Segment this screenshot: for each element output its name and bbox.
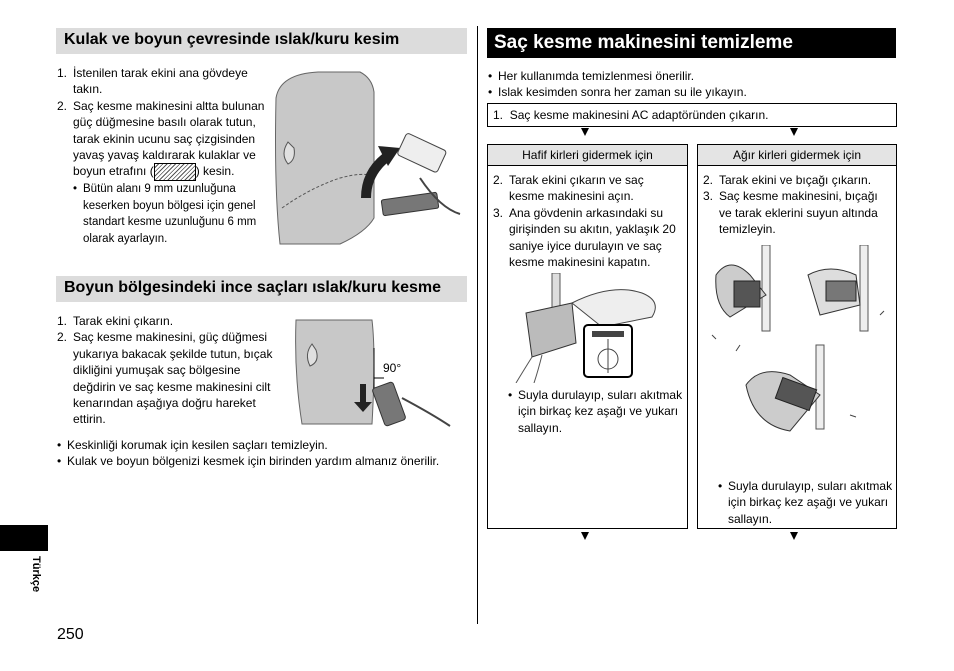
ear-trim-illustration [270, 68, 466, 248]
step-item: 1. Tarak ekini çıkarın. [57, 314, 174, 328]
step-item: 2. Saç kesme makinesini, güç düğmesi yukarıya bakacak şekilde tutun, bıçak dikliğini yumuşak saç bölgesine değdirin ve saç kesme makinesini cilt kenarından aşağıya doğru hareket ettirin. [57, 330, 273, 427]
section-heading-neck-fine-hair: Boyun bölgesindeki ince saçları ıslak/kuru kesme [56, 276, 467, 302]
language-label: Türkçe [30, 556, 42, 593]
angle-label: 90° [383, 361, 402, 375]
column-divider [477, 26, 478, 624]
hatched-area-icon [154, 163, 196, 181]
light-dirt-header: Hafif kirleri gidermek için [488, 145, 687, 166]
arrow-down-icon [790, 532, 798, 540]
neck-trim-illustration [292, 314, 452, 432]
heavy-dirt-header: Ağır kirleri gidermek için [698, 145, 896, 166]
step-item: 3. Ana gövdenin arkasındaki su girişinden su akıtın, yaklaşık 20 saniye iyice durulayın ve saç kesme makinesini kapatın. [493, 205, 676, 270]
wash-blade-comb-illustration [710, 245, 890, 445]
light-dirt-box [487, 144, 688, 529]
rinse-water-inlet-illustration [512, 273, 662, 383]
section-heading-ear-neck: Kulak ve boyun çevresinde ıslak/kuru kesim [56, 28, 467, 54]
section1-steps [57, 65, 267, 247]
step-item: 2. Saç kesme makinesini altta bulunan güç düğmesine basılı olarak tutun, tarak ekinin ucunu saç çizgisinden yavaş yavaş kaldırarak kulaklar ve boyun etrafını ( ) kesin. [57, 98, 267, 182]
arrow-down-icon [581, 128, 589, 136]
note-item: • Suyla durulayıp, suları akıtmak için birkaç kez aşağı ve yukarı sallayın. [718, 478, 900, 527]
page-title: Saç kesme makinesini temizleme [487, 28, 896, 58]
arrow-down-icon [581, 532, 589, 540]
step-item: 2. Tarak ekini ve bıçağı çıkarın. [703, 173, 872, 187]
bullet-item: • Kulak ve boyun bölgenizi kesmek için birinden yardım almanız önerilir. [57, 453, 467, 469]
note-item: • Suyla durulayıp, suları akıtmak için birkaç kez aşağı ve yukarı sallayın. [508, 387, 690, 436]
step-item: 1. İstenilen tarak ekini ana gövdeye takın. [57, 66, 248, 97]
right-bullets [488, 68, 896, 101]
bullet-item: • Her kullanımda temizlenmesi önerilir. [488, 68, 896, 84]
step1-box: 1. Saç kesme makinesini AC adaptöründen çıkarın. [487, 103, 897, 127]
heavy-dirt-box [697, 144, 897, 529]
bullet-item: • Keskinliği korumak için kesilen saçları temizleyin. [57, 437, 467, 453]
language-tab [0, 525, 48, 551]
bullet-item: • Islak kesimden sonra her zaman su ile yıkayın. [488, 84, 896, 100]
step-item: 2. Tarak ekini çıkarın ve saç kesme makinesini açın. [493, 173, 644, 204]
page-number: 250 [57, 626, 84, 643]
section2-steps [57, 313, 282, 428]
left-bullets [57, 437, 467, 470]
note-item: • Bütün alanı 9 mm uzunluğuna keserken boyun bölgesi için genel standart kesme uzunluğunu 6 mm olarak ayarlayın. [73, 181, 267, 247]
step-item: 3. Saç kesme makinesini, bıçağı ve tarak eklerini suyun altında temizleyin. [703, 189, 878, 237]
arrow-down-icon [790, 128, 798, 136]
